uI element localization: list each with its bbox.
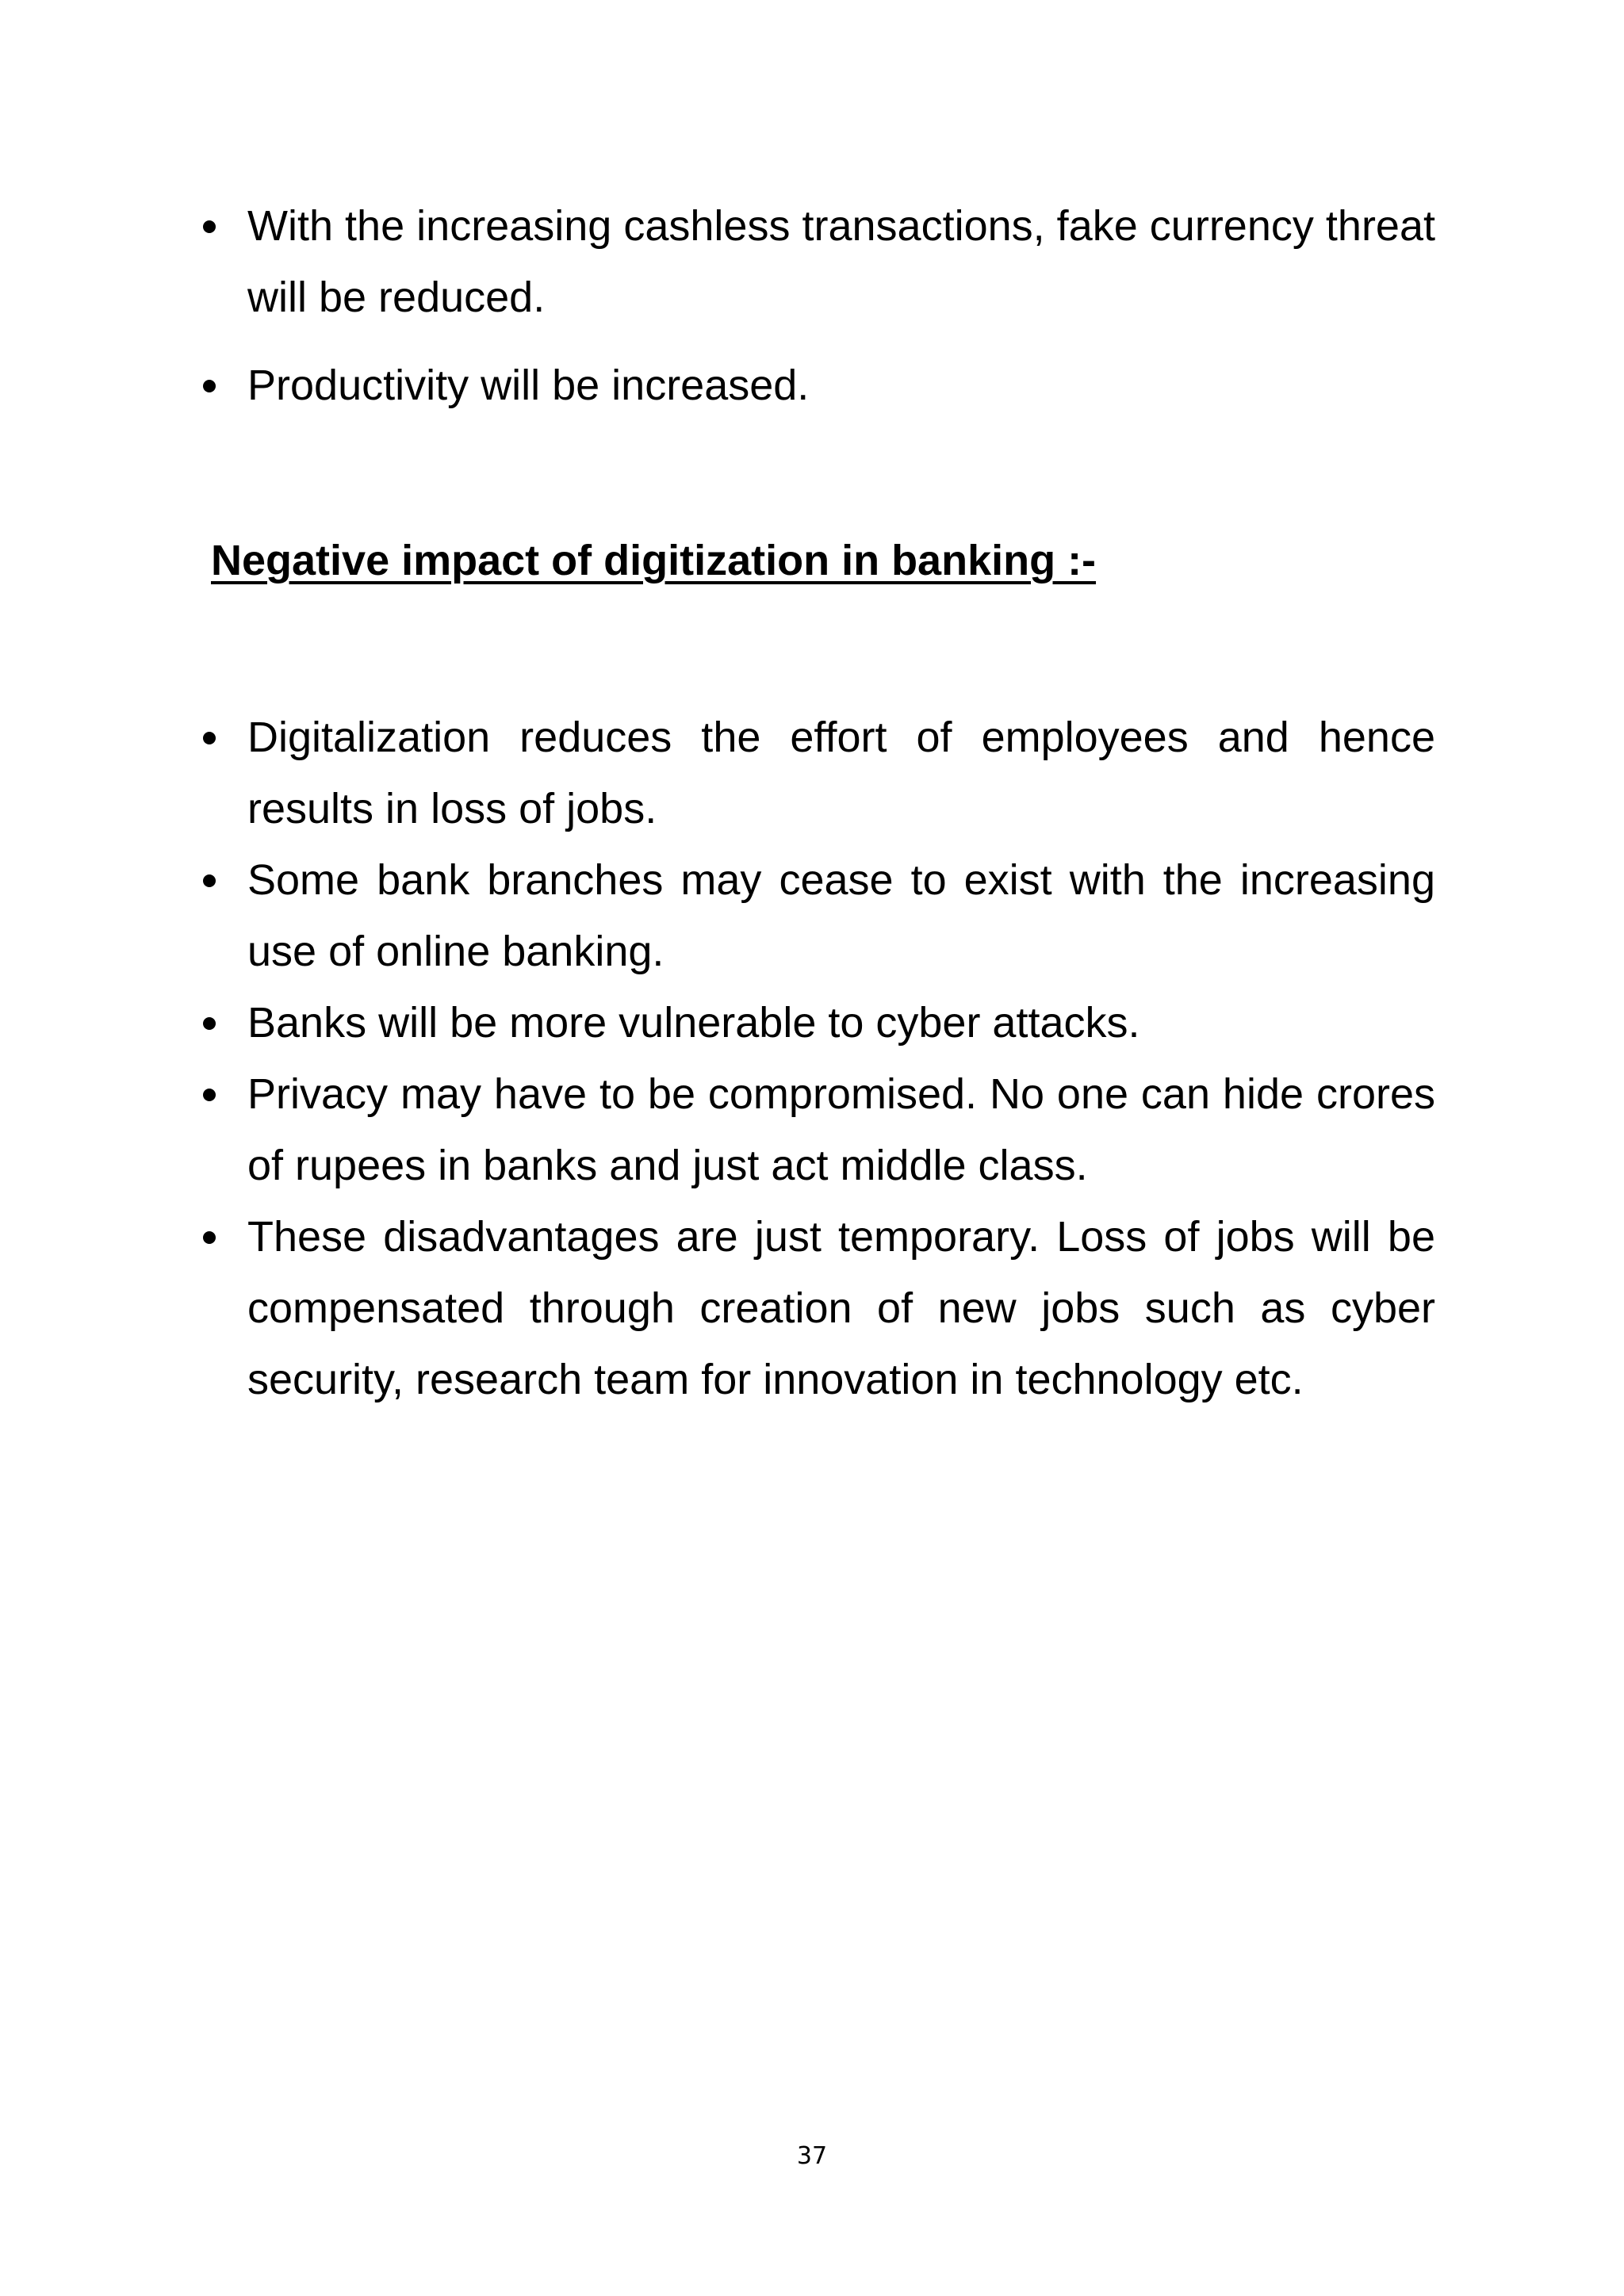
bullet-icon	[203, 220, 216, 233]
list-item-text: These disadvantages are just temporary. Loss of jobs will be compensated through creation of new jobs such as cyber security, research team for innovation in technology etc.	[247, 1213, 1435, 1403]
list-item-text: With the increasing cashless transactions, fake currency threat will be reduced.	[247, 202, 1435, 321]
bullet-icon	[203, 1231, 216, 1244]
list-item-text: Productivity will be increased.	[247, 362, 810, 409]
list-item	[198, 844, 1435, 987]
section-heading: Negative impact of digitization in banking :-	[211, 537, 1097, 584]
list-item	[198, 1058, 1435, 1201]
positive-impact-list	[198, 190, 1435, 438]
bullet-icon	[203, 380, 216, 392]
page-number: 37	[796, 2142, 828, 2170]
list-item	[198, 350, 1435, 421]
list-item	[198, 702, 1435, 844]
bullet-icon	[203, 874, 216, 887]
bullet-icon	[203, 1017, 216, 1030]
negative-impact-list	[198, 702, 1435, 1415]
list-item	[198, 190, 1435, 333]
list-item	[198, 1201, 1435, 1415]
list-item-text: Some bank branches may cease to exist with the increasing use of online banking.	[247, 856, 1435, 975]
list-item-text: Banks will be more vulnerable to cyber attacks.	[247, 999, 1140, 1047]
bullet-icon	[203, 1089, 216, 1101]
list-item	[198, 987, 1435, 1058]
bullet-icon	[203, 732, 216, 744]
list-item-text: Privacy may have to be compromised. No one can hide crores of rupees in banks and just act middle class.	[247, 1070, 1435, 1189]
list-item-text: Digitalization reduces the effort of employees and hence results in loss of jobs.	[247, 714, 1435, 832]
